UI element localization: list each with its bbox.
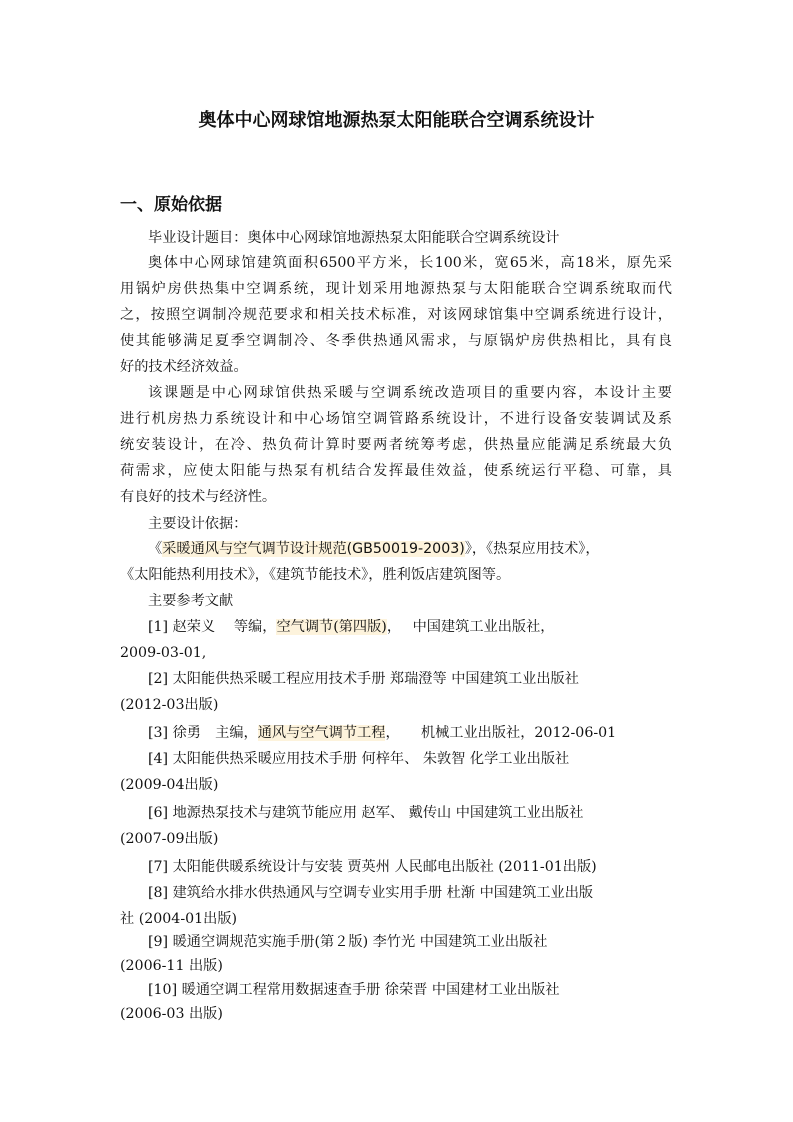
ref3-authors: [3] 徐勇 主编， (148, 725, 258, 741)
design-topic: 毕业设计题目：奥体中心网球馆地源热泵太阳能联合空调系统设计 (148, 230, 560, 246)
reference-2-date: (2012-03出版) (120, 697, 219, 713)
ref3-book-link[interactable]: 通风与空气调节工程 (257, 725, 386, 741)
section-heading: 一、原始依据 (120, 195, 222, 215)
ref1-publisher: ， 中国建筑工业出版社， (386, 619, 555, 635)
reference-1-date: 2009-03-01, (120, 645, 207, 661)
basis-rest-text: 》，《热泵应用技术》， (464, 541, 600, 557)
paragraph-2-line-5: 有良好的技术与经济性。 (120, 489, 277, 505)
reference-3 (148, 723, 672, 743)
design-basis-label: 主要设计依据： (148, 516, 248, 532)
reference-4-date: (2009-04出版) (120, 777, 219, 793)
references-label: 主要参考文献 (148, 593, 234, 609)
paragraph-1-line-4: 使其能够满足夏季空调制冷、冬季供热通风需求，与原锅炉房供热相比，具有良 (120, 333, 672, 349)
reference-1 (148, 617, 672, 637)
basis-highlight-link[interactable]: 采暖通风与空气调节设计规范(GB50019-2003) (162, 541, 465, 557)
reference-4: [4] 太阳能供热采暖应用技术手册 何梓年、 朱敦智 化学工业出版社 (148, 751, 570, 767)
reference-6: [6] 地源热泵技术与建筑节能应用 赵军、 戴传山 中国建筑工业出版社 (148, 805, 584, 821)
reference-9-date: (2006-11 出版) (120, 958, 223, 974)
ref1-authors: [1] 赵荣义 等编， (148, 619, 277, 635)
paragraph-2-line-1: 该课题是中心网球馆供热采暖与空调系统改造项目的重要内容，本设计主要 (148, 385, 672, 401)
basis-open-quote: 《 (148, 541, 163, 557)
ref3-publisher: ， 机械工业出版社，2012-06-01 (385, 725, 617, 741)
reference-8: [8] 建筑给水排水供热通风与空调专业实用手册 杜渐 中国建筑工业出版 (148, 885, 594, 901)
paragraph-1-line-3: 之，按照空调制冷规范要求和相关技术标准，对该网球馆集中空调系统进行设计， (120, 307, 672, 323)
paragraph-1-line-5: 好的技术经济效益。 (120, 359, 248, 375)
paragraph-2-line-4: 荷需求，应使太阳能与热泵有机结合发挥最佳效益，使系统运行平稳、可靠，具 (120, 463, 672, 479)
reference-10: [10] 暖通空调工程常用数据速查手册 徐荣晋 中国建材工业出版社 (148, 982, 560, 998)
reference-7: [7] 太阳能供暖系统设计与安装 贾英州 人民邮电出版社 (2011-01出版) (148, 859, 597, 875)
document-title: 奥体中心网球馆地源热泵太阳能联合空调系统设计 (198, 110, 595, 131)
paragraph-2-line-3: 统安装设计，在冷、热负荷计算时要两者统筹考虑，供热量应能满足系统最大负 (120, 437, 672, 453)
reference-10-date: (2006-03 出版) (120, 1006, 223, 1022)
reference-6-date: (2007-09出版) (120, 831, 219, 847)
reference-2: [2] 太阳能供热采暖工程应用技术手册 郑瑞澄等 中国建筑工业出版社 (148, 671, 579, 687)
paragraph-1-line-2: 用锅炉房供热集中空调系统，现计划采用地源热泵与太阳能联合空调系统取而代 (120, 281, 672, 297)
design-basis-line-1 (148, 539, 672, 559)
design-basis-line-2: 《太阳能热利用技术》，《建筑节能技术》，胜利饭店建筑图等。 (120, 567, 511, 583)
paragraph-2-line-2: 进行机房热力系统设计和中心场馆空调管路系统设计，不进行设备安装调试及系 (120, 411, 672, 427)
reference-8-date: 社 (2004-01出版) (120, 911, 238, 927)
reference-9: [9] 暖通空调规范实施手册(第２版) 李竹光 中国建筑工业出版社 (148, 934, 548, 950)
ref1-book-link[interactable]: 空气调节(第四版) (276, 619, 387, 635)
paragraph-1-line-1: 奥体中心网球馆建筑面积6500平方米，长100米，宽65米，高18米，原先采 (148, 255, 672, 271)
